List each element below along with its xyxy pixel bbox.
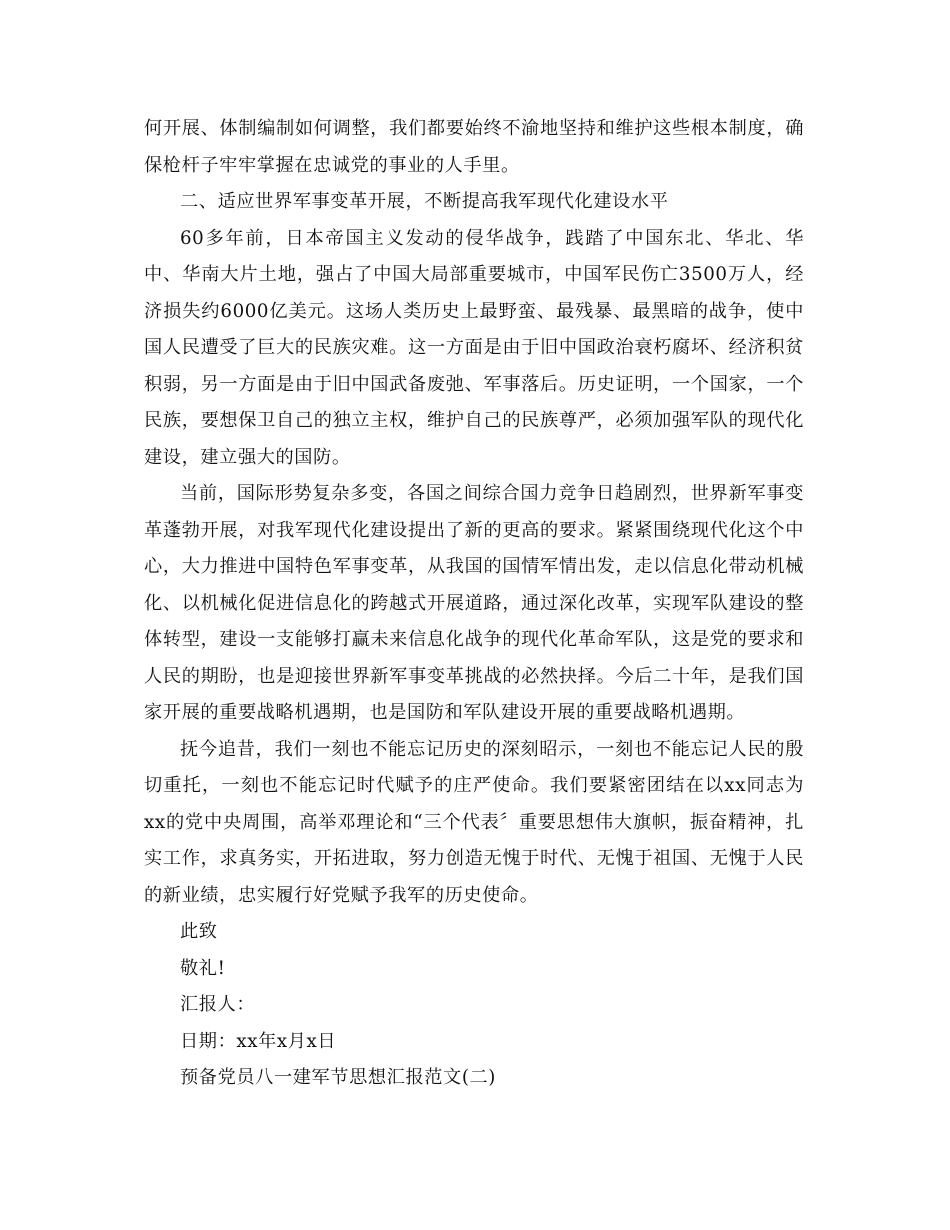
paragraph-continuation: 何开展、体制编制如何调整，我们都要始终不渝地坚持和维护这些根本制度，确保枪杆子牢牢掌握在忠诚党的事业的人手里。 <box>144 118 804 176</box>
date-line: 日期：xx年x月x日 <box>180 1030 337 1052</box>
reporter-label: 汇报人： <box>180 994 256 1015</box>
paragraph-mission: 抚今追昔，我们一刻也不能忘记历史的深刻昭示，一刻也不能忘记人民的殷切重托，一刻也不能忘记时代赋予的庄严使命。我们要紧密团结在以xx同志为xx的党中央周围，高举邓理论和“三个代表〞重要思想伟大旗帜，振奋精神，扎实工作，求真务实，开拓进取，努力创造无愧于时代、无愧于祖国、无愧于人民的新业绩，忠实履行好党赋予我军的历史使命。 <box>144 738 804 906</box>
closing-salutation: 此致 <box>180 921 218 942</box>
section-heading: 二、适应世界军事变革开展，不断提高我军现代化建设水平 <box>180 191 669 212</box>
document-body <box>144 111 804 1097</box>
next-document-title: 预备党员八一建军节思想汇报范文(二) <box>180 1067 496 1088</box>
paragraph-current-situation: 当前，国际形势复杂多变，各国之间综合国力竞争日趋剧烈，世界新军事变革蓬勃开展，对我军现代化建设提出了新的更高的要求。紧紧围绕现代化这个中心，大力推进中国特色军事变革，从我国的国情军情出发，走以信息化带动机械化、以机械化促进信息化的跨越式开展道路，通过深化改革，实现军队建设的整体转型，建设一支能够打赢未来信息化战争的现代化革命军队，这是党的要求和人民的期盼，也是迎接世界新军事变革挑战的必然抉择。今后二十年，是我们国家开展的重要战略机遇期，也是国防和军队建设开展的重要战略机遇期。 <box>144 483 804 723</box>
paragraph-history: 60多年前，日本帝国主义发动的侵华战争，践踏了中国东北、华北、华中、华南大片土地，强占了中国大局部重要城市，中国军民伤亡3500万人，经济损失约6000亿美元。这场人类历史上最野蛮、最残暴、最黑暗的战争，使中国人民遭受了巨大的民族灾难。这一方面是由于旧中国政治衰朽腐坏、经济积贫积弱，另一方面是由于旧中国武备废弛、军事落后。历史证明，一个国家，一个民族，要想保卫自己的独立主权，维护自己的民族尊严，必须加强军队的现代化建设，建立强大的国防。 <box>144 227 804 468</box>
closing-respect: 敬礼! <box>180 957 226 979</box>
